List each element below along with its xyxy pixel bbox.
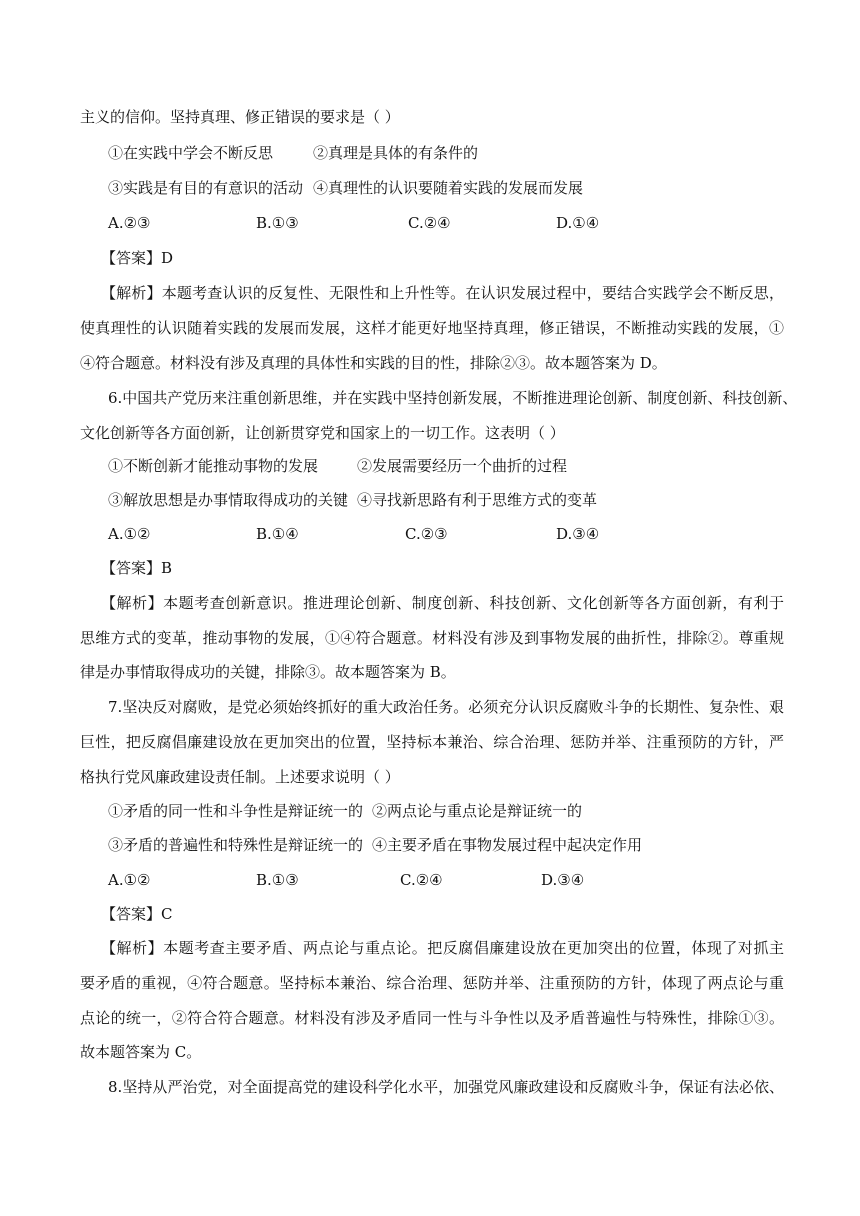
q7-statement-1: ①矛盾的同一性和斗争性是辩证统一的 [108,802,364,820]
q5-explanation-line-3: ④符合题意。材料没有涉及真理的具体性和实践的目的性，排除②③。故本题答案为 D。 [80,354,667,372]
q7-stem-line-2: 巨性，把反腐倡廉建设放在更加突出的位置，坚持标本兼治、综合治理、惩防并举、注重预防的方针，严 [80,733,784,751]
q7-option-c: C.②④ [400,871,443,889]
q7-stem-line-1: 7.坚决反对腐败，是党必须始终抓好的重大政治任务。必须充分认识反腐败斗争的长期性、复杂性、艰 [108,698,784,716]
q6-statements-row-2 [0,490,860,510]
q5-options [0,213,860,233]
q5-statement-4: ④真理性的认识要随着实践的发展而发展 [313,179,584,197]
q6-option-b: B.①④ [256,525,299,543]
q7-options [0,870,860,890]
q7-statements-row-2 [0,835,860,855]
q7-explanation-line-1: 【解析】本题考查主要矛盾、两点论与重点论。把反腐倡廉建设放在更加突出的位置，体现了对抓主 [101,939,784,957]
q6-statement-4: ④寻找新思路有利于思维方式的变革 [357,491,598,509]
q5-option-d: D.①④ [556,214,600,232]
q7-option-b: B.①③ [256,871,299,889]
q6-explanation-line-2: 思维方式的变革，推动事物的发展，①④符合题意。材料没有涉及到事物发展的曲折性，排除②。尊重规 [80,629,784,647]
q7-option-d: D.③④ [541,871,585,889]
q7-option-a: A.①② [108,871,151,889]
q5-option-c: C.②④ [408,214,451,232]
q5-option-a: A.②③ [108,214,151,232]
q7-explanation-line-3: 点论的统一，②符合符合题意。材料没有涉及矛盾同一性与斗争性以及矛盾普遍性与特殊性，排除①③。 [80,1009,784,1027]
q7-statement-3: ③矛盾的普遍性和特殊性是辩证统一的 [108,836,364,854]
q6-option-a: A.①② [108,525,151,543]
q5-option-b: B.①③ [256,214,299,232]
q6-option-d: D.③④ [556,525,600,543]
q6-options [0,524,860,544]
q7-statement-2: ②两点论与重点论是辩证统一的 [372,802,583,820]
q7-statement-4: ④主要矛盾在事物发展过程中起决定作用 [372,836,643,854]
q5-statements-row-2 [0,178,860,198]
q6-stem-line-1: 6.中国共产党历来注重创新思维，并在实践中坚持创新发展，不断推进理论创新、制度创新、科技创新、 [108,389,798,407]
q6-stem-line-2: 文化创新等各方面创新，让创新贯穿党和国家上的一切工作。这表明（ ） [80,424,565,442]
q6-explanation-line-1: 【解析】本题考查创新意识。推进理论创新、制度创新、科技创新、文化创新等各方面创新，有利于 [101,594,784,612]
q5-explanation-line-1: 【解析】本题考查认识的反复性、无限性和上升性等。在认识发展过程中，要结合实践学会不断反思， [101,284,784,302]
q6-statement-1: ①不断创新才能推动事物的发展 [108,457,319,475]
q5-statement-2: ②真理是具体的有条件的 [313,144,479,162]
q7-statements-row-1 [0,801,860,821]
q5-statement-3: ③实践是有目的有意识的活动 [108,179,304,197]
q6-statements-row-1 [0,456,860,476]
q6-statement-2: ②发展需要经历一个曲折的过程 [357,457,568,475]
q7-answer: 【答案】C [101,905,173,923]
q7-stem-line-3: 格执行党风廉政建设责任制。上述要求说明（ ） [80,768,400,786]
q6-answer: 【答案】B [101,559,173,577]
q6-explanation-line-3: 律是办事情取得成功的关键，排除③。故本题答案为 B。 [80,663,456,681]
q5-statement-1: ①在实践中学会不断反思 [108,144,274,162]
question-stem-continuation: 主义的信仰。坚持真理、修正错误的要求是（ ） [80,108,400,126]
q5-explanation-line-2: 使真理性的认识随着实践的发展而发展，这样才能更好地坚持真理，修正错误，不断推动实践的发展，① [80,319,784,337]
q8-stem-line-1: 8.坚持从严治党，对全面提高党的建设科学化水平，加强党风廉政建设和反腐败斗争，保证有法必依、 [108,1078,784,1096]
q6-statement-3: ③解放思想是办事情取得成功的关键 [108,491,349,509]
q5-statements-row-1 [0,143,860,163]
q7-explanation-line-4: 故本题答案为 C。 [80,1043,202,1061]
q7-explanation-line-2: 要矛盾的重视，④符合题意。坚持标本兼治、综合治理、惩防并举、注重预防的方针，体现了两点论与重 [80,974,784,992]
q6-option-c: C.②③ [405,525,448,543]
q5-answer: 【答案】D [101,249,174,267]
